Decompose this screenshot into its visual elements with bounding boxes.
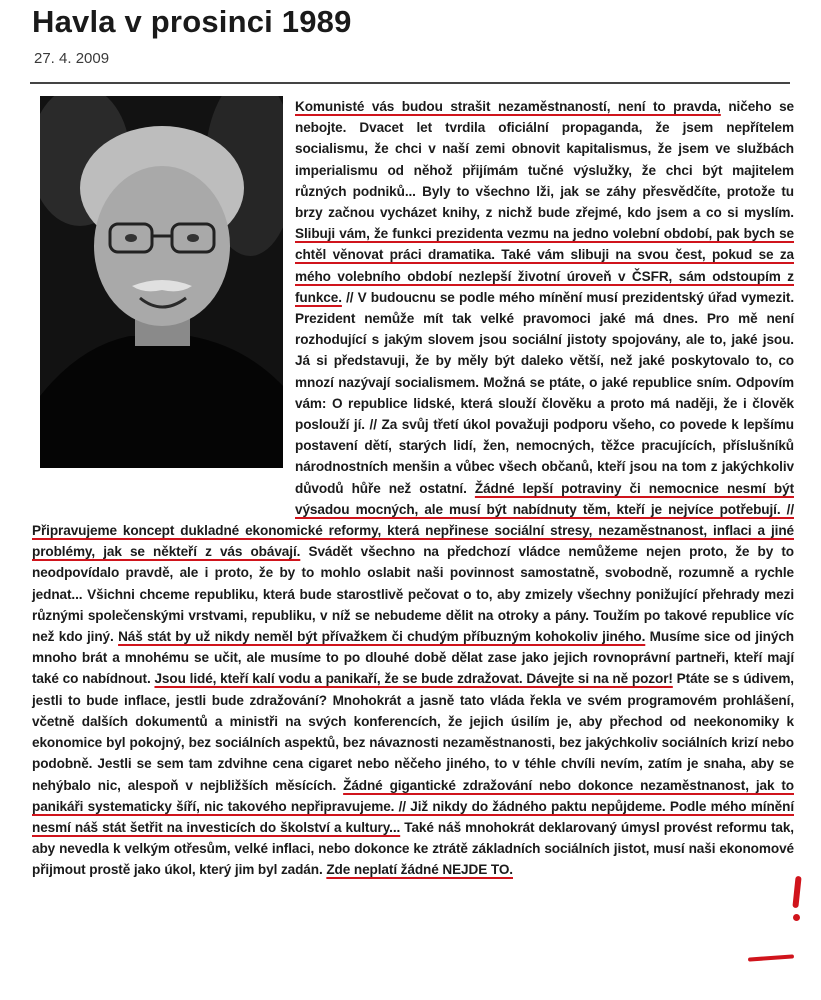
article-body xyxy=(32,96,794,881)
article-segment: Komunisté vás budou strašit nezaměstnaností, není to pravda, xyxy=(295,99,721,114)
article-segment: Jsou lidé, kteří kalí vodu a panikaří, že se bude zdražovat. Dávejte si na ně pozor! xyxy=(154,671,673,687)
article-segment: Musíme sice od jiných mnoho brát a mnohému se učit, ale musíme to po dlouhé době dělat zase jako jejich rovnoprávní partneři, kteří mají také co nabídnout. xyxy=(32,629,794,687)
article-segment: ničeho se nebojte. Dvacet let tvrdila oficiální propaganda, že jsem nepřítelem socialismu, že chci v naší zemi obnovit kapitalismus, že jsem ve službách imperialismu od něhož přijímám tučné výslužky, že chci být majitelem různých podniků... Byly to všechno lži, jak se záhy přesvědčíte, protože tu brzy začnou vycházet knihy, z nichž bude zřejmé, kdo jsem a co si myslím. xyxy=(295,99,795,221)
article-segment: Slibuji vám, že funkci prezidenta vezmu na jedno volební období, pak bych se chtěl věnovat práci dramatika. Také vám slibuji na svou čest, pokud se za mého volebního období nezlepší životní úroveň v ČSFR, sám odstoupím z funkce. xyxy=(295,226,794,305)
margin-exclamation-dot xyxy=(793,914,800,921)
article-segment: Náš stát by už nikdy neměl být přívažkem či chudým příbuzným kohokoliv jiného. xyxy=(118,629,646,645)
article-segment: Svádět všechno na předchozí vládce nemůžeme nejen proto, že by to neodpovídalo pravdě, ale i proto, že by to mohlo oslabit naši povinnost samostatně, svobodně, rozumně a rychle jednat... Všichni chceme republiku, která bude starostlivě pečovat o to, aby zmizely všechny ponižující přehrady mezi různými společenskými vrstvami, republiku, v níž se nebudeme dělit na otroky a pány. Toužím po takové republice víc než kdo jiný. xyxy=(32,544,794,645)
article-date: 27. 4. 2009 xyxy=(34,50,110,67)
article-segment: Také náš mnohokrát deklarovaný úmysl provést reformu tak, aby nevedla k velkým otřesům, velké inflaci, nebo dokonce ke ztrátě základních sociálních jistot, musí naši ekonomové přijmout prostě jako úkol, který jim byl zadán. xyxy=(32,819,794,878)
article-segment: Zde neplatí žádné NEJDE TO. xyxy=(326,862,513,878)
article-title: Havla v prosinci 1989 xyxy=(32,4,352,39)
photo-spacer xyxy=(32,96,295,508)
article-segment: Žádné gigantické zdražování nebo dokonce nezaměstnanost, jak to panikáři systematicky šíří, nic takového nepřipravujeme. // Již nikdy do žádného paktu nepůjdeme. Podle mého mínění nesmí náš stát šetřit na investicích do školství a kultury... xyxy=(32,777,794,835)
header-divider xyxy=(30,82,790,84)
article-segment: Žádné lepší potraviny či nemocnice nesmí být výsadou mocných, ale musí být nabídnuty těm, kteří je nejvíce potřebují. // Připravujeme koncept dukladné ekonomické reformy, která nepřinese sociální stresy, nezaměstnanost, inflaci a jiné problémy, jak se někteří z vás obávají. xyxy=(32,480,794,560)
article-segment: Ptáte se s údivem, jestli to bude inflace, jestli bude zdražování? Mnohokrát a jasně tato vláda řekla ve svém programovém prohlášení, včetně dalších dokumentů a ministři na svých konferencích, že jejich úsilím je, aby přechod od neekonomiky k ekonomice byl pokojný, bez sociálních aspektů, bez návaznosti nezaměstnanosti, bez jakýchkoliv sociálních krizí nebo podobně. Jestli se sem tam zdvihne cena cigaret nebo něčeho jiného, to v téhle chvíli nevím, zatím je snaha, aby se nehýbalo nic, alespoň v nejbližších měsících. xyxy=(32,671,794,793)
margin-scribble-mark xyxy=(748,954,794,961)
article-segment: // V budoucnu se podle mého mínění musí prezidentský úřad vymezit. Prezident nemůže mít tak velké pravomoci jaké má dnes. Pro mě není rozhodující s jakým slovem jsou sociální jistoty spojovány, ale to, jaké jsou. Já si představuji, že by měly být daleko větší, než jaké poskytovalo to, co mnozí nazývají socialismem. Možná se ptáte, o jaké republice sním. Odpovím vám: O republice lidské, která slouží člověku a proto má naději, že i člověk poslouží jí. // Za svůj třetí úkol považuji podporu všeho, co povede k lepšímu postavení dětí, starých lidí, žen, nemocných, těžce pracujících, příslušníků národnostních menšin a vůbec všech občanů, kteří jsou na tom z jakýchkoliv důvodů hůře než ostatní. xyxy=(295,289,794,496)
margin-exclamation-mark xyxy=(792,876,801,908)
